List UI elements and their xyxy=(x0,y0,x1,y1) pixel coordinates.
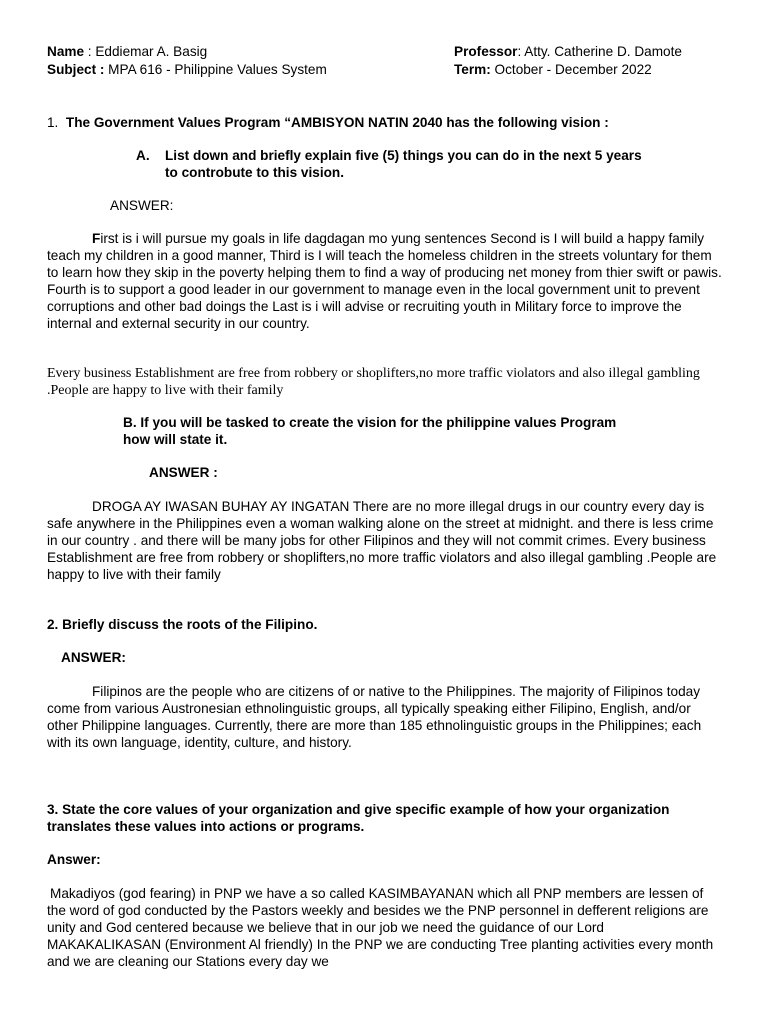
professor-value: : Atty. Catherine D. Damote xyxy=(517,44,682,59)
question-3-answer xyxy=(47,885,717,970)
answer-body: DROGA AY IWASAN BUHAY AY INGATAN There are no more illegal drugs in our country every day is safe anywhere in the Philippines even a woman walking alone on the street at midnight. and there is less crime in our country . and there will be many jobs for other Filipinos and they will not commit crimes. Every business Establishment are free from robbery or shoplifters,no more traffic violators and also illegal gambling .People are happy to live with their family xyxy=(47,499,717,582)
question-1a-letter: A. xyxy=(136,148,150,163)
answer-body: Makadiyos (god fearing) in PNP we have a so called KASIMBAYANAN which all PNP members are lessen of the word of god conducted by the Pastors weekly and besides we the PNP personnel in defferent religions are unity and God centered because we believe that in our job we need the guidance of our Lord MAKAKALIKASAN (Environment Al friendly) In the PNP we are conducting Tree planting activities every month and we are cleaning our Stations every day we xyxy=(47,886,714,969)
question-1-number: 1. xyxy=(47,115,59,130)
question-1b-answer xyxy=(47,498,725,583)
question-1b-line1: B. If you will be tasked to create the vision for the philippine values Program xyxy=(123,415,617,430)
question-2-answer-label: ANSWER: xyxy=(61,650,126,665)
name-line xyxy=(47,44,207,59)
header xyxy=(0,0,768,90)
question-1a-answer-label: ANSWER: xyxy=(110,198,174,213)
question-1a-extra: Every business Establishment are free from robbery or shoplifters,no more traffic violators and also illegal gambling .People are happy to live with their family xyxy=(47,366,700,398)
question-2-answer xyxy=(47,683,717,751)
professor-label: Professor xyxy=(454,44,518,59)
question-1a-line2: to controbute to this vision. xyxy=(165,165,344,180)
term-label: Term: xyxy=(454,62,491,77)
question-1b-line2: how will state it. xyxy=(123,432,228,447)
answer-body: irst is i will pursue my goals in life dagdagan mo yung sentences Second is I will build a happy family teach my children in a good manner, Third is I will teach the homeless children in the streets voluntary for them to learn how they skip in the poverty helping them to find a way of producing net money from thier swift or pawis. Fourth is to support a good leader in our government to manage even in the local government unit to prevent corruptions and other bad doings the Last is i will advise or recruiting youth in Military force to improve the internal and external security in our country. xyxy=(47,231,722,331)
professor-line xyxy=(454,44,682,59)
question-1a-line1: List down and briefly explain five (5) things you can do in the next 5 years xyxy=(165,148,642,163)
question-1-text: The Government Values Program “AMBISYON NATIN 2040 has the following vision : xyxy=(65,115,609,130)
subject-line xyxy=(47,62,327,77)
subject-label: Subject : xyxy=(47,62,105,77)
question-3-title: 3. State the core values of your organization and give specific example of how your organization translates these values into actions or programs. xyxy=(47,802,670,834)
name-value: : Eddiemar A. Basig xyxy=(84,44,208,59)
subject-value: MPA 616 - Philippine Values System xyxy=(104,62,327,77)
question-2-title: 2. Briefly discuss the roots of the Filipino. xyxy=(47,617,318,632)
term-value: October - December 2022 xyxy=(490,62,652,77)
answer-body: Filipinos are the people who are citizens of or native to the Philippines. The majority of Filipinos today come from various Austronesian ethnolinguistic groups, all typically speaking either Filipino, English, and/or other Philippine languages. Currently, there are more than 185 ethnolinguistic groups in the Philippines; each with its own language, identity, culture, and history. xyxy=(47,684,702,750)
term-line xyxy=(454,62,652,77)
question-3-answer-label: Answer: xyxy=(47,852,101,867)
name-label: Name xyxy=(47,44,85,59)
answer-drop-letter: F xyxy=(92,231,101,246)
question-1a-answer xyxy=(47,230,723,332)
question-1b-answer-label: ANSWER : xyxy=(149,465,218,480)
question-1-title xyxy=(47,115,609,130)
